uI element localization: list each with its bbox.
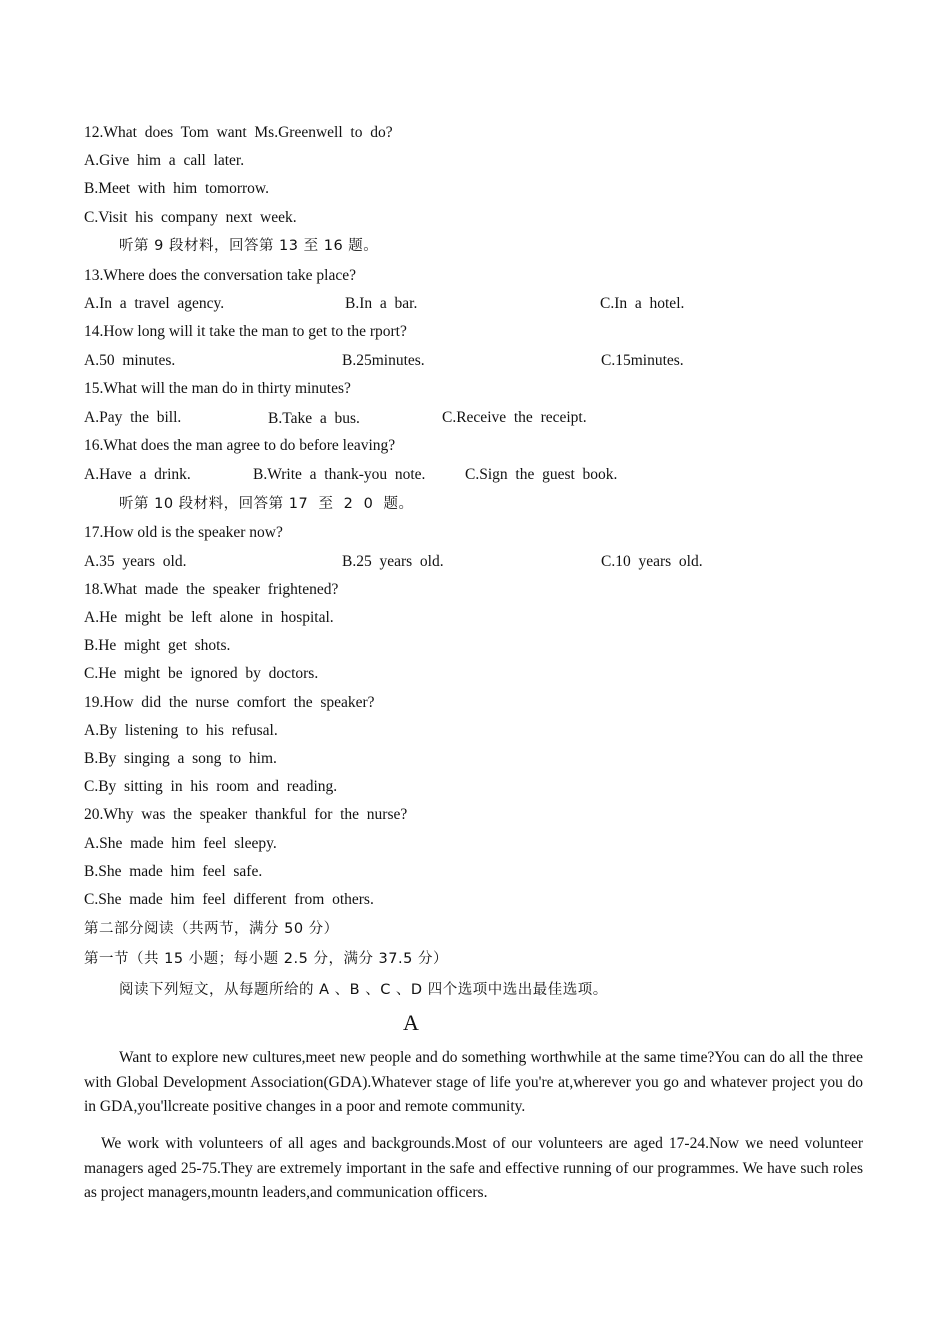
q20-stem: 20.Why was the speaker thankful for the nurse? — [84, 806, 408, 823]
q19-option-b: B.By singing a song to him. — [84, 750, 277, 767]
q14-option-b: B.25minutes. — [342, 352, 425, 369]
q19-stem: 19.How did the nurse comfort the speaker? — [84, 694, 375, 711]
q13-option-c: C.In a hotel. — [600, 295, 685, 312]
q14-option-a: A.50 minutes. — [84, 352, 176, 369]
q15-stem: 15.What will the man do in thirty minutes? — [84, 380, 351, 397]
q16-stem: 16.What does the man agree to do before leaving? — [84, 437, 396, 454]
section-10-heading: 听第 10 段材料，回答第 17 至 2 0 题。 — [119, 496, 414, 512]
q17-option-a: A.35 years old. — [84, 553, 187, 570]
section-9-heading: 听第 9 段材料，回答第 13 至 16 题。 — [119, 238, 379, 254]
q15-option-a: A.Pay the bill. — [84, 409, 182, 426]
reading-instruction: 阅读下列短文，从每题所给的 A 、B 、C 、D 四个选项中选出最佳选项。 — [119, 982, 608, 998]
passage-title: A — [403, 1010, 419, 1035]
q15-option-b: B.Take a bus. — [268, 410, 360, 427]
q12-option-a: A.Give him a call later. — [84, 152, 245, 169]
q18-option-a: A.He might be left alone in hospital. — [84, 609, 334, 626]
q18-option-c: C.He might be ignored by doctors. — [84, 665, 319, 682]
q17-option-c: C.10 years old. — [601, 553, 703, 570]
q12-option-c: C.Visit his company next week. — [84, 209, 297, 226]
passage-paragraph-2: We work with volunteers of all ages and backgrounds.Most of our volunteers are aged 17-24.Now we need volunteer managers aged 25-75.They are extremely important in the safe and effective running of our programmes. We have such roles as project managers,mountn leaders,and communication officers. — [84, 1135, 863, 1201]
q14-option-c: C.15minutes. — [601, 352, 684, 369]
q18-option-b: B.He might get shots. — [84, 637, 231, 654]
q20-option-a: A.She made him feel sleepy. — [84, 835, 277, 852]
q13-option-a: A.In a travel agency. — [84, 295, 225, 312]
q17-stem: 17.How old is the speaker now? — [84, 524, 283, 541]
q16-option-c: C.Sign the guest book. — [465, 466, 618, 483]
q19-option-c: C.By sitting in his room and reading. — [84, 778, 338, 795]
q20-option-c: C.She made him feel different from others. — [84, 891, 374, 908]
part-2-heading: 第二部分阅读（共两节，满分 50 分） — [84, 921, 339, 937]
q17-option-b: B.25 years old. — [342, 553, 444, 570]
q19-option-a: A.By listening to his refusal. — [84, 722, 278, 739]
passage-paragraph-1: Want to explore new cultures,meet new people and do something worthwhile at the same time?You can do all the three with Global Development Association(GDA).Whatever stage of life you're at,wherever you go and whatever project you do in GDA,you'llcreate positive changes in a poor and remote community. — [84, 1049, 863, 1115]
q16-option-b: B.Write a thank-you note. — [253, 466, 426, 483]
q20-option-b: B.She made him feel safe. — [84, 863, 263, 880]
q12-option-b: B.Meet with him tomorrow. — [84, 180, 269, 197]
q15-option-c: C.Receive the receipt. — [442, 409, 587, 426]
q16-option-a: A.Have a drink. — [84, 466, 191, 483]
q13-stem: 13.Where does the conversation take place? — [84, 267, 356, 284]
q12-stem: 12.What does Tom want Ms.Greenwell to do? — [84, 124, 393, 141]
q18-stem: 18.What made the speaker frightened? — [84, 581, 339, 598]
q14-stem: 14.How long will it take the man to get to the rport? — [84, 323, 407, 340]
section-1-heading: 第一节（共 15 小题；每小题 2.5 分，满分 37.5 分） — [84, 951, 448, 967]
q13-option-b: B.In a bar. — [345, 295, 418, 312]
